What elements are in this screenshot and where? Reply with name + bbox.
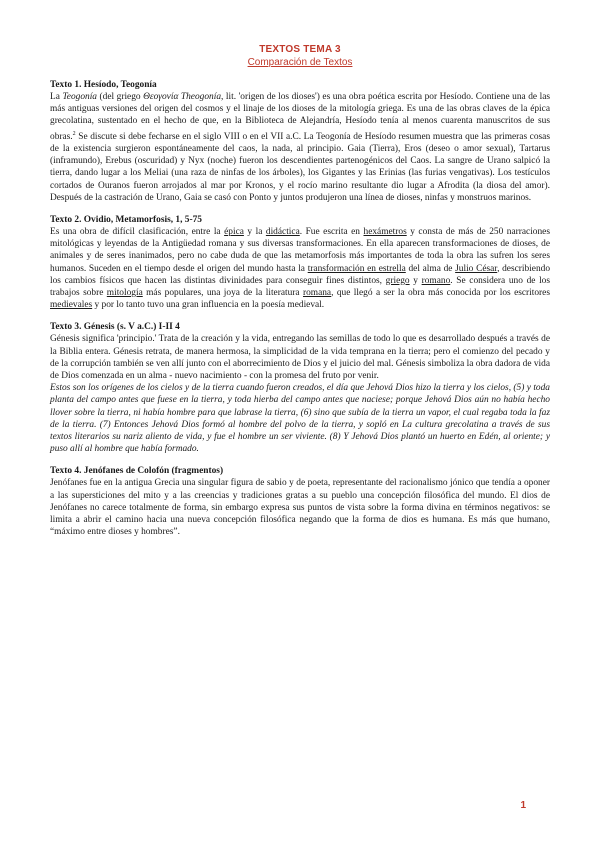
section-text-4: [50, 465, 550, 538]
link-hexametros[interactable]: hexámetros: [363, 226, 407, 237]
section-heading: Texto 4. Jenófanes de Colofón (fragmentos): [50, 466, 224, 477]
section-heading: Texto 3. Génesis (s. V a.C.) I-II 4: [50, 322, 180, 333]
link-mitologia[interactable]: mitología: [106, 287, 143, 298]
document-subtitle: Comparación de Textos: [247, 57, 353, 68]
section-text-3: [50, 321, 550, 455]
quoted-passage: Estos son los orígenes de los cielos y de la tierra cuando fueron creados, el día que Jehová Dios hizo la tierra y los cielos, (5) y toda planta del campo antes que fuese en la tierra, y toda hierba del campo antes que naciese; porque Jehová Dios aún no había hecho llover sobre la tierra, ni había hombre para que labrase la tierra, (6) sino que subía de la tierra un vapor, el cual regaba toda la faz de la tierra. (7) Entonces Jehová Dios formó al hombre del polvo de la tierra, y sopló en La cultura grecolatina a través de sus textos literarios su nariz aliento de vida, y fue el hombre un ser viviente. (8) Y Jehová Dios plantó un huerto en Edén, al oriente; y puso allí al hombre que había formado.: [50, 383, 550, 455]
section-paragraph: Génesis significa 'principio.' Trata de la creación y la vida, entregando las semillas de todo lo que es desarrollado después a través de la Biblia entera. Génesis retrata, de manera hermosa, la simplicidad de la vida temprana en la tierra; pero el comienzo del pecado y de la corrupción también se ven allí junto con el aborrecimiento de Dios y el juicio del mal. Génesis simboliza la obra dadora de vida de Dios comenzada en un alma - nuevo nacimiento - con la promesa del fruto por venir.: [50, 334, 550, 381]
document-title: TEXTOS TEMA 3: [259, 44, 341, 55]
section-paragraph: Jenófanes fue en la antigua Grecia una singular figura de sabio y de poeta, representante del racionalismo jónico que tendía a oponer a las supersticiones del mito y a las creencias y tradiciones gratas a su pueblo una concepción filosófica del mundo. El dios de Jenófanes no carece totalmente de forma, sin embargo expresa sus puntos de vista sobre la forma divina en términos negativos: se limita a abrir el camino hacia una nueva concepción filosófica negando que la forma de dios es humana. Es más que humano, “máximo entre dioses y hombres”.: [50, 478, 550, 538]
section-heading: Texto 2. Ovidio, Metamorfosis, 1, 5-75: [50, 214, 202, 225]
section-text-2: [50, 214, 550, 311]
link-didactica[interactable]: didáctica: [265, 226, 300, 237]
link-julio-cesar[interactable]: Julio César: [455, 263, 498, 274]
section-text-1: [50, 79, 550, 204]
link-griego[interactable]: griego: [385, 275, 410, 286]
link-medievales[interactable]: medievales: [50, 300, 93, 311]
link-romana[interactable]: romana: [302, 287, 332, 298]
document-header: [50, 44, 550, 69]
link-transformacion-estrella[interactable]: transformación en estrella: [307, 263, 406, 274]
section-paragraph: La Teogonía (del griego Θεογονία Theogonía, lit. 'origen de los dioses') es una obra poética escrita por Hesíodo. Contiene una de las más antiguas versiones del origen del cosmos y el linaje de los dioses de la mitología griega. Es una de las obras claves de la épica grecolatina, sustentado en el hecho de que, en la Biblioteca de Alejandría, Hesíodo tenía al menos cuarenta manuscritos de sus obras.$^2$ Se discute si debe fecharse en el siglo VIII o en el VII a.C. La Teogonía de Hesíodo resumen muestra que las primeras cosas de la existencia surgieron espontáneamente del caos, la nada, al principio. Gaia (Tierra), Eros (deseo o amor sexual), Tartarus (inframundo), Erebus (oscuridad) y Nyx (noche) fueron los descendientes partenogénicos del Caos. La sangre de Urano salpicó la tierra, dando lugar a los Meliai (una raza de ninfas de los árboles), los Gigantes y las Erinias (las furias vengativas). Los testículos cortados de Ouranos fueron arrojados al mar por Kronos, y el rocío marino resultante dio lugar a Afrodita (la diosa del amor). Después de la castración de Urano, Gaia se casó con Ponto y juntos produjeron una línea de dioses, ninfas y monstruos marinos.: [50, 92, 551, 203]
footnote-marker[interactable]: 2: [72, 130, 76, 137]
link-romano[interactable]: romano: [421, 275, 451, 286]
link-epica[interactable]: épica: [224, 226, 244, 237]
section-heading: Texto 1. Hesíodo, Teogonía: [50, 80, 157, 90]
page-number: 1: [520, 800, 526, 811]
section-paragraph: Es una obra de difícil clasificación, entre la épica y la didáctica. Fue escrita en hexámetros y consta de más de 250 narraciones mitológicas y leyendas de la Antigüedad romana y sus diversas transformaciones. En ella aparecen transformaciones de dioses, de animales y de seres inanimados, pero no cabe duda de que las metamorfosis más importantes de toda la obra las sufren los seres humanos. Suceden en el tiempo desde el origen del mundo hasta la transformación en estrella del alma de Julio César, describiendo los cambios físicos que hacen las distintas divinidades para conseguir fines distintos, griego y romano. Se considera uno de los trabajos sobre mitología más populares, una joya de la literatura romana, que llegó a ser la obra más conocida por los escritores medievales y por lo tanto tuvo una gran influencia en la poesía medieval.: [50, 226, 551, 311]
